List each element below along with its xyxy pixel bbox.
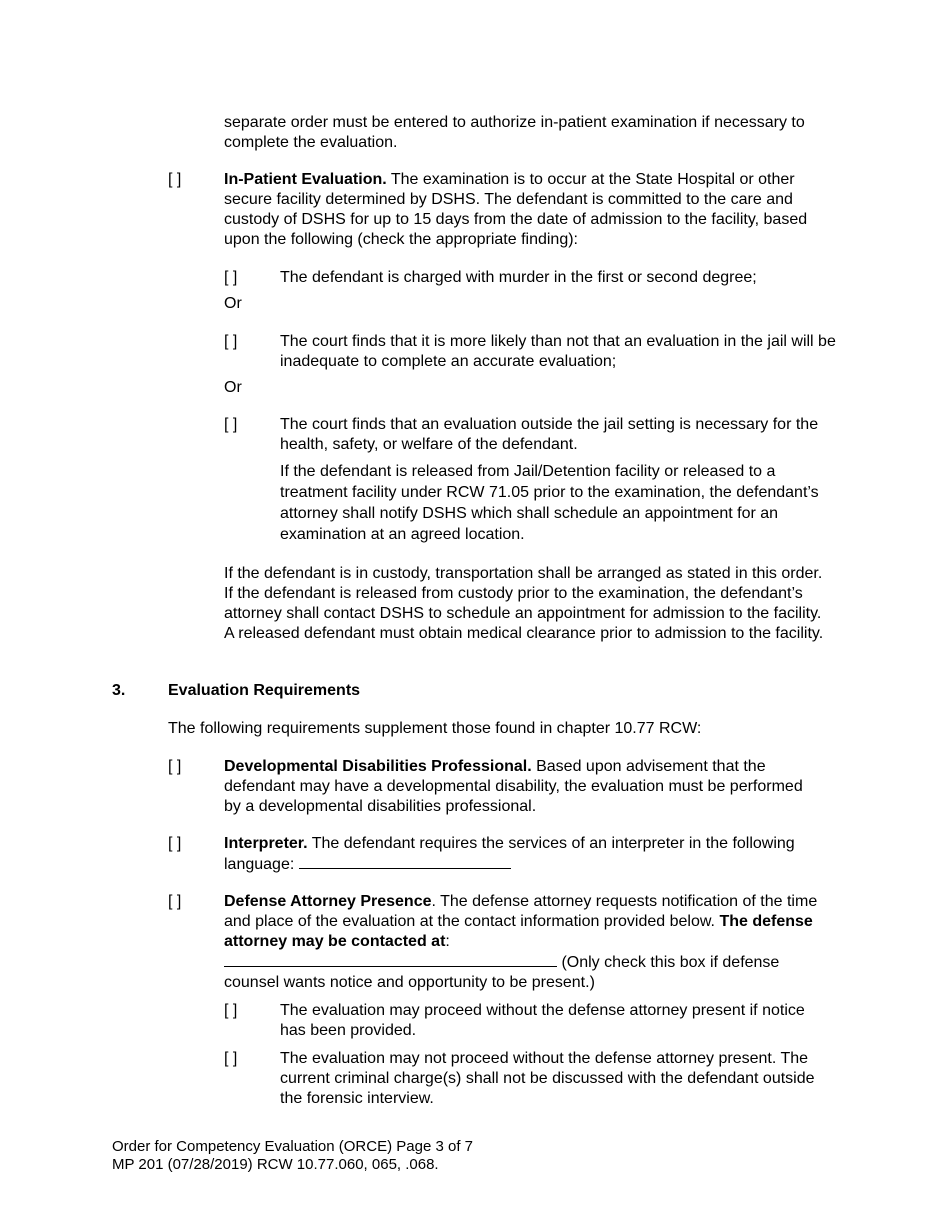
interpreter-language-blank[interactable] [299,854,511,869]
dd-checkbox[interactable]: [ ] [168,758,182,775]
custody-note [224,564,824,644]
dd-paragraph [224,757,824,817]
section-3-intro: The following requirements supplement those found in chapter 10.77 RCW: [168,720,702,737]
inpatient-title: In-Patient Evaluation. [224,171,387,188]
defense-contact-blank[interactable] [224,952,557,967]
defense-checkbox[interactable]: [ ] [168,893,182,910]
option-1 [280,1001,820,1041]
interpreter-paragraph [224,834,844,875]
custody-note-text: If the defendant is in custody, transportation shall be arranged as stated in this order. If the defendant is released from custody prior to the examination, the defendant’s attorney shall contact DSHS to schedule an appointment for admission to the facility. A released defendant must obtain medical clearance prior to admission to the facility. [224,565,824,642]
finding-1 [280,268,840,288]
interpreter-checkbox[interactable]: [ ] [168,835,182,852]
inpatient-text: The examination is to occur at the State Hospital or other secure facility determined by DSHS. The defendant is committed to the care and custody of DSHS for up to 15 days from the date of admission to the facility, based upon the following (check the appropriate finding): [224,171,808,248]
option-2 [280,1049,840,1109]
defense-title: Defense Attorney Presence [224,893,432,910]
inpatient-checkbox[interactable]: [ ] [168,171,182,188]
footer-line-1: Order for Competency Evaluation (ORCE) Page 3 of 7 [112,1138,473,1155]
interpreter-title: Interpreter. [224,835,308,852]
footer-line-2: MP 201 (07/28/2019) RCW 10.77.060, 065, .068. [112,1156,439,1173]
finding-1-checkbox[interactable]: [ ] [224,269,238,286]
defense-paragraph [224,892,832,993]
option-1-checkbox[interactable]: [ ] [224,1002,238,1019]
continuation-paragraph [224,113,844,153]
continuation-text: separate order must be entered to authorize in-patient examination if necessary to complete the evaluation. [224,114,805,151]
section-3-title: Evaluation Requirements [168,682,361,699]
inpatient-paragraph [224,170,844,250]
dd-text: Based upon advisement that the defendant may have a developmental disability, the evaluation must be performed by a developmental disabilities professional. [224,758,803,815]
dd-title: Developmental Disabilities Professional. [224,758,532,775]
finding-3 [280,415,840,455]
footer [112,1138,473,1174]
option-2-checkbox[interactable]: [ ] [224,1050,238,1067]
finding-2 [280,332,840,372]
release-note [280,461,825,545]
defense-note: (Only check this box if defense counsel wants notice and opportunity to be present.) [224,954,780,991]
release-note-text: If the defendant is released from Jail/Detention facility or released to a treatment facility under RCW 71.05 prior to the examination, the defendant’s attorney shall notify DSHS which shall schedule an appointment for an examination at an agreed location. [280,463,819,543]
finding-3-checkbox[interactable]: [ ] [224,416,238,433]
or-label-1: Or [224,295,242,312]
finding-1-text: The defendant is charged with murder in the first or second degree; [280,269,757,286]
defense-contact-label: The defense attorney may be contacted at [224,913,813,950]
defense-colon: : [445,933,450,950]
option-1-text: The evaluation may proceed without the defense attorney present if notice has been provided. [280,1002,805,1039]
or-label-2: Or [224,379,242,396]
finding-2-text: The court finds that it is more likely than not that an evaluation in the jail will be inadequate to complete an accurate evaluation; [280,333,836,370]
defense-text: . The defense attorney requests notification of the time and place of the evaluation at the contact information provided below. [224,893,818,930]
finding-2-checkbox[interactable]: [ ] [224,333,238,350]
option-2-text: The evaluation may not proceed without the defense attorney present. The current criminal charge(s) shall not be discussed with the defendant outside the forensic interview. [280,1050,815,1107]
finding-3-text: The court finds that an evaluation outside the jail setting is necessary for the health, safety, or welfare of the defendant. [280,416,819,453]
section-3-number: 3. [112,682,126,699]
interpreter-text: The defendant requires the services of an interpreter in the following language: [224,835,795,873]
